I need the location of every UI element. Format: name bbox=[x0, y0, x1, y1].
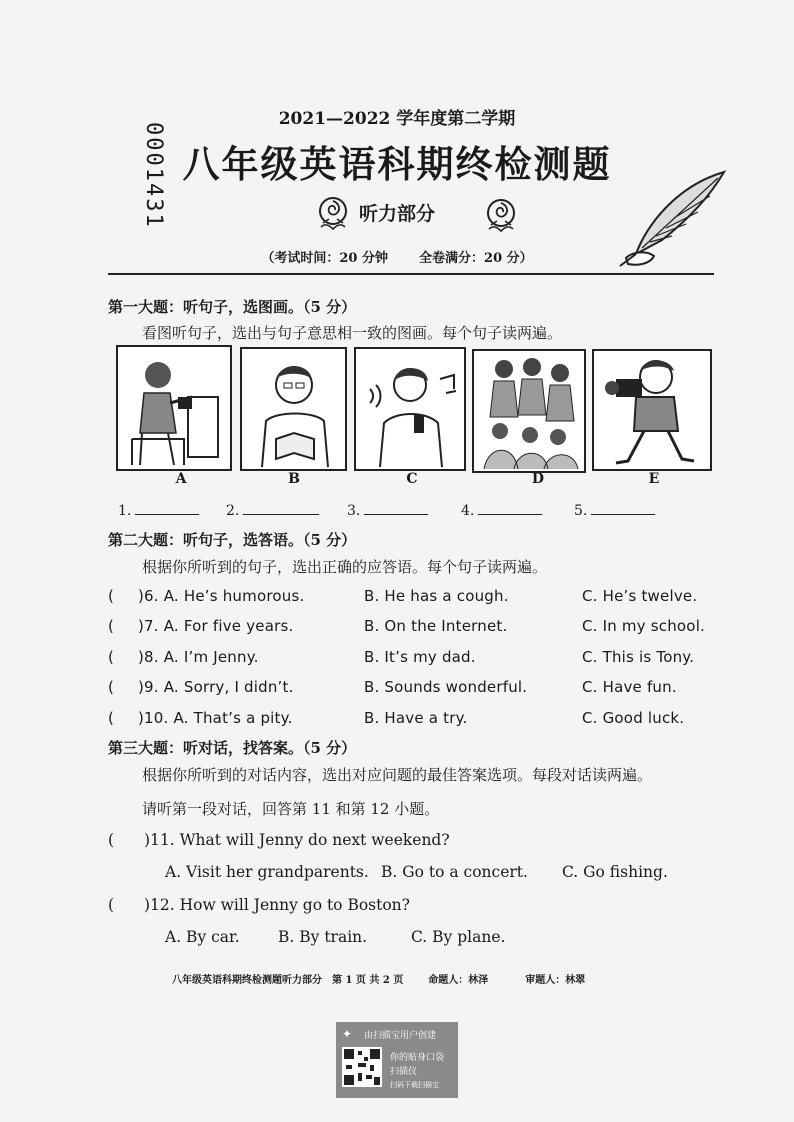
answer-blank-1[interactable]: 1. bbox=[118, 502, 199, 519]
section1-instruction: 看图听句子，选出与句子意思相一致的图画。每个句子读两遍。 bbox=[142, 324, 563, 342]
q6-option-a: )6. A. He’s humorous. bbox=[138, 587, 305, 605]
q7-option-b: B. On the Internet. bbox=[364, 617, 508, 635]
butterfly-icon: ✦ bbox=[342, 1027, 353, 1041]
q9-paren[interactable]: ( bbox=[108, 678, 115, 696]
serial-number: 0001431 bbox=[141, 122, 166, 229]
q9-option-b: B. Sounds wonderful. bbox=[364, 678, 528, 696]
q11-option-c: C. Go fishing. bbox=[562, 863, 668, 881]
q6-option-b: B. He has a cough. bbox=[364, 587, 509, 605]
stamp-line4: 扫码下载扫描宝 bbox=[390, 1081, 439, 1089]
q8-option-c: C. This is Tony. bbox=[582, 648, 695, 666]
q6-option-c: C. He’s twelve. bbox=[582, 587, 698, 605]
q9-option-a: )9. A. Sorry, I didn’t. bbox=[138, 678, 294, 696]
q8-option-b: B. It’s my dad. bbox=[364, 648, 476, 666]
picture-label-e: E bbox=[648, 471, 660, 487]
header-divider bbox=[108, 273, 714, 275]
page-footer bbox=[172, 971, 585, 986]
full-score: 全卷满分：20 分） bbox=[419, 251, 533, 266]
q8-option-a: )8. A. I’m Jenny. bbox=[138, 648, 259, 666]
section3-subinstruction: 请听第一段对话，回答第 11 和第 12 小题。 bbox=[142, 800, 440, 818]
answer-blank-3[interactable]: 3. bbox=[347, 502, 428, 519]
q11-question: )11. What will Jenny do next weekend? bbox=[144, 831, 450, 849]
year-term: 2021—2022 学年度第二学期 bbox=[278, 109, 516, 129]
answer-blank-4[interactable]: 4. bbox=[461, 502, 542, 519]
q7-option-c: C. In my school. bbox=[582, 617, 706, 635]
answer-blank-2[interactable]: 2. bbox=[226, 502, 319, 519]
q11-option-a: A. Visit her grandparents. bbox=[165, 863, 369, 881]
q10-option-c: C. Good luck. bbox=[582, 709, 685, 727]
section3-heading: 第三大题：听对话，找答案。（5 分） bbox=[108, 739, 357, 757]
q7-paren[interactable]: ( bbox=[108, 617, 115, 635]
exam-info bbox=[0, 247, 794, 266]
picture-b bbox=[240, 347, 347, 471]
page-subtitle: 听力部分 bbox=[358, 203, 435, 225]
picture-a bbox=[116, 345, 232, 471]
q10-option-b: B. Have a try. bbox=[364, 709, 468, 727]
q8-paren[interactable]: ( bbox=[108, 648, 115, 666]
q10-paren[interactable]: ( bbox=[108, 709, 115, 727]
section3-instruction: 根据你所听到的对话内容，选出对应问题的最佳答案选项。每段对话读两遍。 bbox=[142, 766, 653, 784]
stamp-line1: 由扫描宝用户创建 bbox=[364, 1031, 437, 1041]
answer-blank-5[interactable]: 5. bbox=[574, 502, 655, 519]
stamp-line2: 你的贴身口袋 bbox=[390, 1053, 445, 1063]
q12-option-c: C. By plane. bbox=[411, 928, 506, 946]
qr-code-icon bbox=[342, 1047, 382, 1087]
picture-c bbox=[354, 347, 466, 471]
scanner-watermark bbox=[336, 1022, 458, 1098]
footer-reviewer: 审题人：林翠 bbox=[525, 975, 586, 986]
q11-option-b: B. Go to a concert. bbox=[381, 863, 528, 881]
section1-heading: 第一大题：听句子，选图画。（5 分） bbox=[108, 298, 357, 316]
exam-time: （考试时间：20 分钟 bbox=[261, 251, 388, 266]
q12-paren[interactable]: ( bbox=[108, 896, 115, 914]
q12-option-a: A. By car. bbox=[165, 928, 240, 946]
q12-option-b: B. By train. bbox=[278, 928, 368, 946]
rose-icon bbox=[481, 195, 521, 235]
q7-option-a: )7. A. For five years. bbox=[138, 617, 294, 635]
q12-question: )12. How will Jenny go to Boston? bbox=[144, 896, 410, 914]
q9-option-c: C. Have fun. bbox=[582, 678, 677, 696]
footer-page-info: 八年级英语科期终检测题听力部分 第 1 页 共 2 页 bbox=[172, 975, 404, 986]
q11-paren[interactable]: ( bbox=[108, 831, 115, 849]
picture-label-b: B bbox=[288, 471, 300, 487]
picture-label-d: D bbox=[531, 471, 545, 487]
stamp-line3: 扫描仪 bbox=[390, 1067, 418, 1077]
q10-option-a: )10. A. That’s a pity. bbox=[138, 709, 293, 727]
section2-instruction: 根据你所听到的句子，选出正确的应答语。每个句子读两遍。 bbox=[142, 558, 548, 576]
picture-d bbox=[472, 349, 586, 473]
q6-paren[interactable]: ( bbox=[108, 587, 115, 605]
footer-author: 命题人：林泽 bbox=[428, 975, 489, 986]
picture-label-c: C bbox=[406, 471, 418, 487]
picture-e bbox=[592, 349, 712, 471]
picture-label-a: A bbox=[175, 471, 187, 487]
section2-heading: 第二大题：听句子，选答语。（5 分） bbox=[108, 531, 357, 549]
page-title: 八年级英语科期终检测题 bbox=[182, 142, 612, 186]
